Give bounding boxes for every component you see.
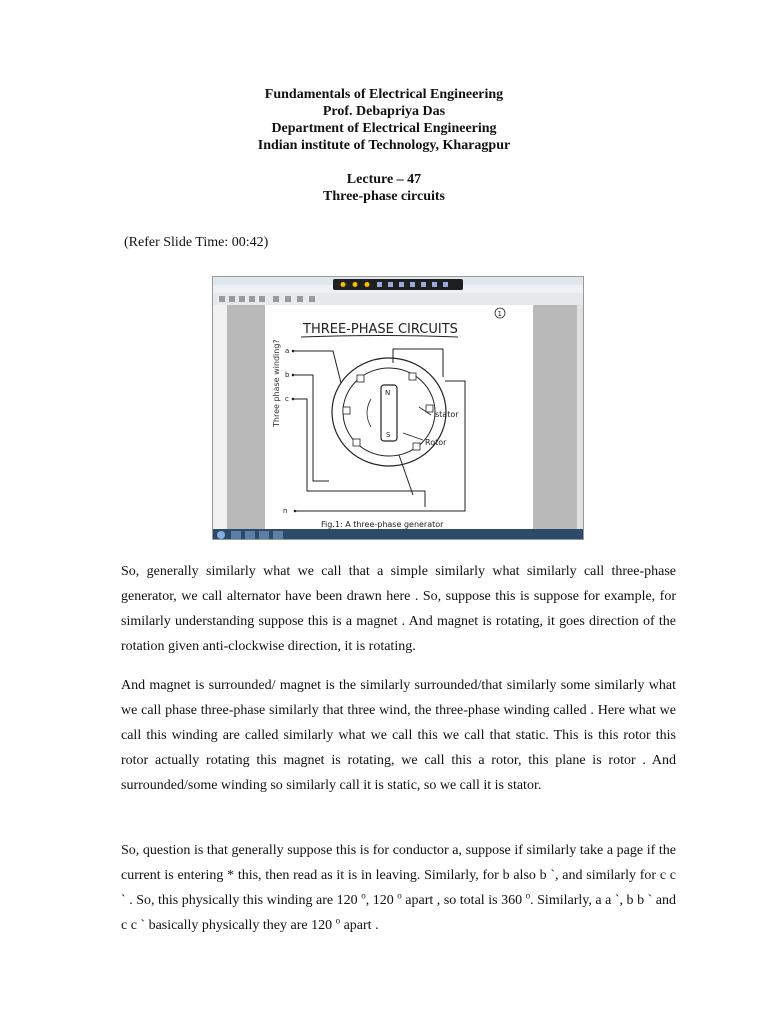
slide-screenshot — [212, 276, 584, 540]
degree-symbol: o — [361, 890, 366, 901]
terminal-a: a — [285, 347, 290, 355]
course-title: Fundamentals of Electrical Engineering — [264, 87, 504, 102]
rotor-south-label: S — [386, 431, 391, 439]
left-gutter — [227, 305, 265, 529]
degree-symbol: o — [525, 890, 531, 901]
paragraph-1: So, generally similarly what we call that a simple similarly what similarly call three-phase generator, we call alternator have been drawn here . So, suppose this is suppose for example, for similarly understanding suppose this is a magnet . And magnet is rotating, it goes direction of the rotation given anti-clockwise direction, it is rotating. — [121, 564, 676, 654]
degree-symbol: o — [397, 890, 402, 901]
degree-symbol: o — [335, 915, 341, 926]
department-name: Department of Electrical Engineering — [271, 121, 497, 136]
right-gutter — [533, 305, 577, 529]
stator-label: stator — [435, 410, 459, 419]
terminal-b: b — [285, 371, 290, 379]
institute-name: Indian institute of Technology, Kharagpur — [257, 138, 511, 153]
rotor-label: Rotor — [425, 438, 447, 447]
paragraph-3-part-e: apart . — [340, 918, 379, 933]
slide-image — [213, 277, 584, 540]
lecture-title: Three-phase circuits — [323, 189, 445, 204]
slide-page — [265, 305, 533, 529]
paragraph-3-part-b: , 120 — [365, 893, 398, 908]
document-header — [0, 86, 768, 154]
scrollbar — [577, 305, 584, 529]
slide-caption: Fig.1: A three-phase generator — [321, 520, 444, 529]
slide-heading: THREE-PHASE CIRCUITS — [303, 322, 458, 337]
refer-slide-time: (Refer Slide Time: 00:42) — [124, 235, 269, 250]
paragraph-3-part-a: So, question is that generally suppose this is for conductor a, suppose if similarly take a page if the current is entering * this, then read as it is in leaving. Similarly, for b also b `, and similarly for c c ` . So, this physically this winding are 120 — [121, 843, 676, 908]
lecture-number: Lecture – 47 — [346, 172, 422, 187]
start-icon — [217, 531, 225, 539]
paragraph-3-part-c: apart , so total is 360 — [401, 893, 526, 908]
paragraph-2: And magnet is surrounded/ magnet is the similarly surrounded/that similarly some similarly what we call phase three-phase similarly that three wind, the three-phase winding called . Here what we call this winding are called similarly what we call this we call that static. This is this rotor this rotor actually rotating this magnet is rotating, we call this a rotor, this plane is rotor . And surrounded/some winding so similarly call it is static, so we call it is stator. — [121, 678, 676, 793]
terminal-c: c — [285, 395, 289, 403]
toolbar — [213, 293, 584, 305]
terminal-n: n — [283, 507, 288, 515]
slide-page-number: 1 — [497, 310, 502, 318]
left-panel — [213, 305, 227, 529]
paragraph-3 — [121, 838, 676, 938]
rotor-north-label: N — [385, 389, 391, 397]
slide-side-note: Three phase winding? — [272, 339, 281, 427]
paragraph-3-part-d: . Similarly, a a `, b b ` and c c ` basically physically they are 120 — [121, 893, 677, 933]
professor-name: Prof. Debapriya Das — [322, 104, 446, 119]
lecture-heading — [0, 171, 768, 205]
